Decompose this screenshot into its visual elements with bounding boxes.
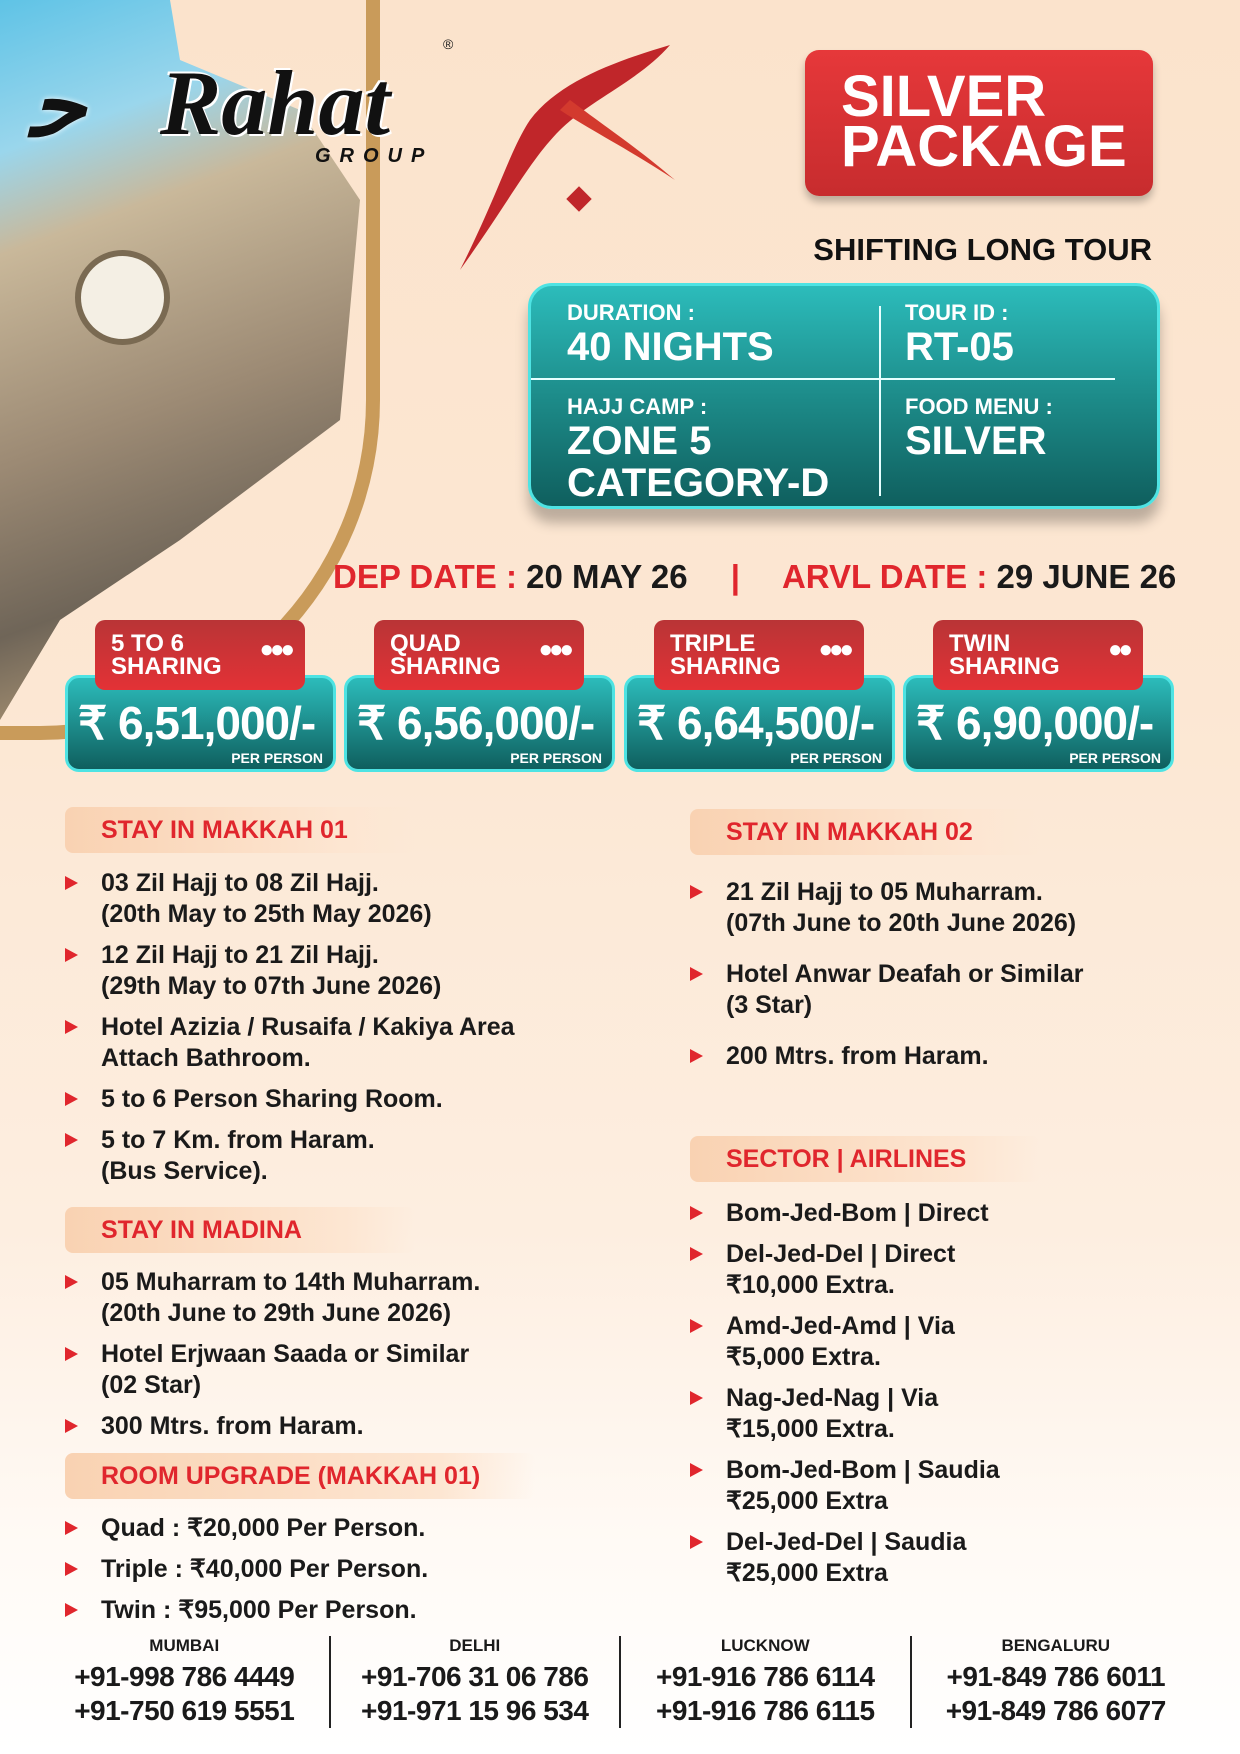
list-item xyxy=(65,1554,625,1585)
dep-date-label: DEP DATE : xyxy=(333,558,517,595)
list-item-line: ₹15,000 Extra. xyxy=(726,1415,895,1443)
hajj-camp-category: CATEGORY-D xyxy=(567,461,830,505)
list-item xyxy=(690,959,1190,1021)
list-item xyxy=(690,877,1190,939)
sharing-badge xyxy=(95,620,305,690)
list-item-line: ₹25,000 Extra xyxy=(726,1487,888,1515)
phone-number[interactable]: +91-916 786 6115 xyxy=(655,1695,875,1726)
list-item-line: Hotel Erjwaan Saada or Similar xyxy=(101,1340,470,1368)
food-menu-label: FOOD MENU : xyxy=(905,394,1053,419)
tour-id-label: TOUR ID : xyxy=(905,300,1009,325)
sharing-type: QUAD xyxy=(390,630,461,657)
price-value: ₹ 6,56,000/- xyxy=(357,697,595,749)
list-item-line: Bom-Jed-Bom | Saudia xyxy=(726,1456,1000,1484)
contact-mumbai xyxy=(40,1636,329,1728)
list-item-line: 05 Muharram to 14th Muharram. xyxy=(101,1268,481,1296)
sharing-badge xyxy=(374,620,584,690)
list-item xyxy=(690,1455,1190,1517)
list-item-line: (20th June to 29th June 2026) xyxy=(101,1299,452,1327)
list-item-line: 21 Zil Hajj to 05 Muharram. xyxy=(726,878,1043,906)
list-item xyxy=(690,1198,1190,1229)
heading-text: SECTOR | AIRLINES xyxy=(690,1136,1040,1182)
list-item-line: 300 Mtrs. from Haram. xyxy=(101,1412,364,1440)
list-item-line: (Bus Service). xyxy=(101,1157,268,1185)
price-card xyxy=(903,620,1174,772)
heading-text: ROOM UPGRADE (MAKKAH 01) xyxy=(65,1453,535,1499)
brand-group: GROUP xyxy=(315,145,434,167)
list-item-line: 5 to 6 Person Sharing Room. xyxy=(101,1085,443,1113)
tour-info-box xyxy=(528,283,1160,509)
red-calligraphy-decoration xyxy=(440,40,680,280)
phone-number[interactable]: +91-849 786 6077 xyxy=(945,1695,1166,1726)
price-value: ₹ 6,64,500/- xyxy=(637,697,875,749)
city-name: BENGALURU xyxy=(1001,1636,1111,1655)
city-name: DELHI xyxy=(449,1636,501,1655)
section-heading-makkah1 xyxy=(65,807,415,853)
food-menu-value: SILVER xyxy=(905,419,1047,463)
list-item-line: (20th May to 25th May 2026) xyxy=(101,900,432,928)
list-item-line: Nag-Jed-Nag | Via xyxy=(726,1384,939,1412)
list-item-line: Del-Jed-Del | Direct xyxy=(726,1240,956,1268)
people-group-icon: ●●● xyxy=(818,636,850,663)
list-item-line: Quad : ₹20,000 Per Person. xyxy=(101,1514,426,1542)
registered-mark: ® xyxy=(443,36,454,52)
phone-number[interactable]: +91-706 31 06 786 xyxy=(361,1661,589,1692)
upgrade-list xyxy=(65,1513,625,1636)
price-value: ₹ 6,51,000/- xyxy=(78,697,316,749)
section-heading-upgrade xyxy=(65,1453,535,1499)
travel-dates xyxy=(333,558,1176,596)
list-item-line: Bom-Jed-Bom | Direct xyxy=(726,1199,989,1227)
contact-bengaluru xyxy=(910,1636,1201,1728)
list-item-line: Attach Bathroom. xyxy=(101,1044,311,1072)
package-title-line2: PACKAGE xyxy=(841,114,1127,179)
sharing-badge xyxy=(654,620,864,690)
list-item-line: (29th May to 07th June 2026) xyxy=(101,972,442,1000)
package-title-line1: SILVER xyxy=(841,64,1047,129)
sharing-type: TRIPLE xyxy=(670,630,756,657)
list-item xyxy=(690,1239,1190,1301)
phone-number[interactable]: +91-750 619 5551 xyxy=(74,1695,295,1726)
list-item-line: 5 to 7 Km. from Haram. xyxy=(101,1126,375,1154)
people-group-icon: ●●● xyxy=(538,636,570,663)
list-item-line: ₹5,000 Extra. xyxy=(726,1343,881,1371)
divider xyxy=(531,378,1115,380)
people-pair-icon: ●● xyxy=(1108,636,1129,663)
section-heading-sector xyxy=(690,1136,1040,1182)
list-item-line: Del-Jed-Del | Saudia xyxy=(726,1528,967,1556)
list-item-line: (3 Star) xyxy=(726,991,813,1019)
heading-text: STAY IN MAKKAH 01 xyxy=(65,807,415,853)
date-separator: | xyxy=(730,558,741,595)
price-card xyxy=(65,620,336,772)
city-name: MUMBAI xyxy=(149,1636,220,1655)
price-unit: PER PERSON xyxy=(510,750,602,766)
phone-number[interactable]: +91-849 786 6011 xyxy=(946,1661,1166,1692)
price-unit: PER PERSON xyxy=(790,750,882,766)
brand-logo: Rahat xyxy=(160,52,391,154)
list-item-line: 12 Zil Hajj to 21 Zil Hajj. xyxy=(101,941,379,969)
duration-label: DURATION : xyxy=(567,300,695,325)
list-item xyxy=(690,1041,1190,1072)
price-card xyxy=(624,620,895,772)
list-item xyxy=(690,1527,1190,1589)
hajj-camp-label: HAJJ CAMP : xyxy=(567,394,708,419)
list-item xyxy=(65,1339,625,1401)
city-name: LUCKNOW xyxy=(720,1636,810,1655)
contact-delhi xyxy=(329,1636,620,1728)
list-item xyxy=(65,1513,625,1544)
people-group-icon: ●●● xyxy=(259,636,291,663)
list-item xyxy=(65,1084,625,1115)
price-unit: PER PERSON xyxy=(1069,750,1161,766)
contact-lucknow xyxy=(619,1636,910,1728)
list-item xyxy=(65,1411,625,1442)
list-item-line: Twin : ₹95,000 Per Person. xyxy=(101,1596,417,1624)
duration-value: 40 NIGHTS xyxy=(567,325,774,369)
heading-text: STAY IN MADINA xyxy=(65,1207,415,1253)
price-card xyxy=(344,620,615,772)
hajj-camp-value: ZONE 5 xyxy=(567,419,712,463)
arvl-date-value: 29 JUNE 26 xyxy=(996,558,1177,595)
list-item xyxy=(65,1595,625,1626)
heading-text: STAY IN MAKKAH 02 xyxy=(690,809,1040,855)
divider xyxy=(879,306,881,496)
list-item xyxy=(65,868,625,930)
makkah1-list xyxy=(65,868,625,1197)
list-item xyxy=(690,1383,1190,1445)
dep-date-value: 20 MAY 26 xyxy=(526,558,688,595)
list-item-line: 200 Mtrs. from Haram. xyxy=(726,1042,989,1070)
madina-list xyxy=(65,1267,625,1452)
list-item-line: Amd-Jed-Amd | Via xyxy=(726,1312,955,1340)
list-item-line: (02 Star) xyxy=(101,1371,202,1399)
phone-number[interactable]: +91-916 786 6114 xyxy=(655,1661,875,1692)
sharing-label: SHARING xyxy=(670,653,781,680)
list-item-line: (07th June to 20th June 2026) xyxy=(726,909,1077,937)
package-subtitle: SHIFTING LONG TOUR xyxy=(813,232,1152,267)
sharing-type: TWIN xyxy=(949,630,1011,657)
package-title-badge xyxy=(805,50,1153,196)
list-item xyxy=(65,1267,625,1329)
list-item xyxy=(690,1311,1190,1373)
contact-footer xyxy=(40,1636,1200,1728)
list-item-line: ₹10,000 Extra. xyxy=(726,1271,895,1299)
sharing-label: SHARING xyxy=(390,653,501,680)
makkah2-list xyxy=(690,877,1190,1092)
sharing-badge xyxy=(933,620,1143,690)
price-value: ₹ 6,90,000/- xyxy=(916,697,1154,749)
list-item-line: ₹25,000 Extra xyxy=(726,1559,888,1587)
tour-id-value: RT-05 xyxy=(905,325,1014,369)
section-heading-madina xyxy=(65,1207,415,1253)
sharing-type: 5 TO 6 xyxy=(111,630,184,657)
sharing-label: SHARING xyxy=(111,653,222,680)
list-item xyxy=(65,940,625,1002)
phone-number[interactable]: +91-971 15 96 534 xyxy=(361,1695,589,1726)
list-item-line: Hotel Anwar Deafah or Similar xyxy=(726,960,1084,988)
list-item xyxy=(65,1125,625,1187)
phone-number[interactable]: +91-998 786 4449 xyxy=(74,1661,295,1692)
list-item-line: Triple : ₹40,000 Per Person. xyxy=(101,1555,429,1583)
arvl-date-label: ARVL DATE : xyxy=(781,558,988,595)
price-unit: PER PERSON xyxy=(231,750,323,766)
logo-calligraphy: ﺣ xyxy=(30,52,86,158)
list-item-line: Hotel Azizia / Rusaifa / Kakiya Area xyxy=(101,1013,515,1041)
sector-list xyxy=(690,1198,1190,1599)
sharing-label: SHARING xyxy=(949,653,1060,680)
list-item-line: 03 Zil Hajj to 08 Zil Hajj. xyxy=(101,869,379,897)
list-item xyxy=(65,1012,625,1074)
section-heading-makkah2 xyxy=(690,809,1040,855)
